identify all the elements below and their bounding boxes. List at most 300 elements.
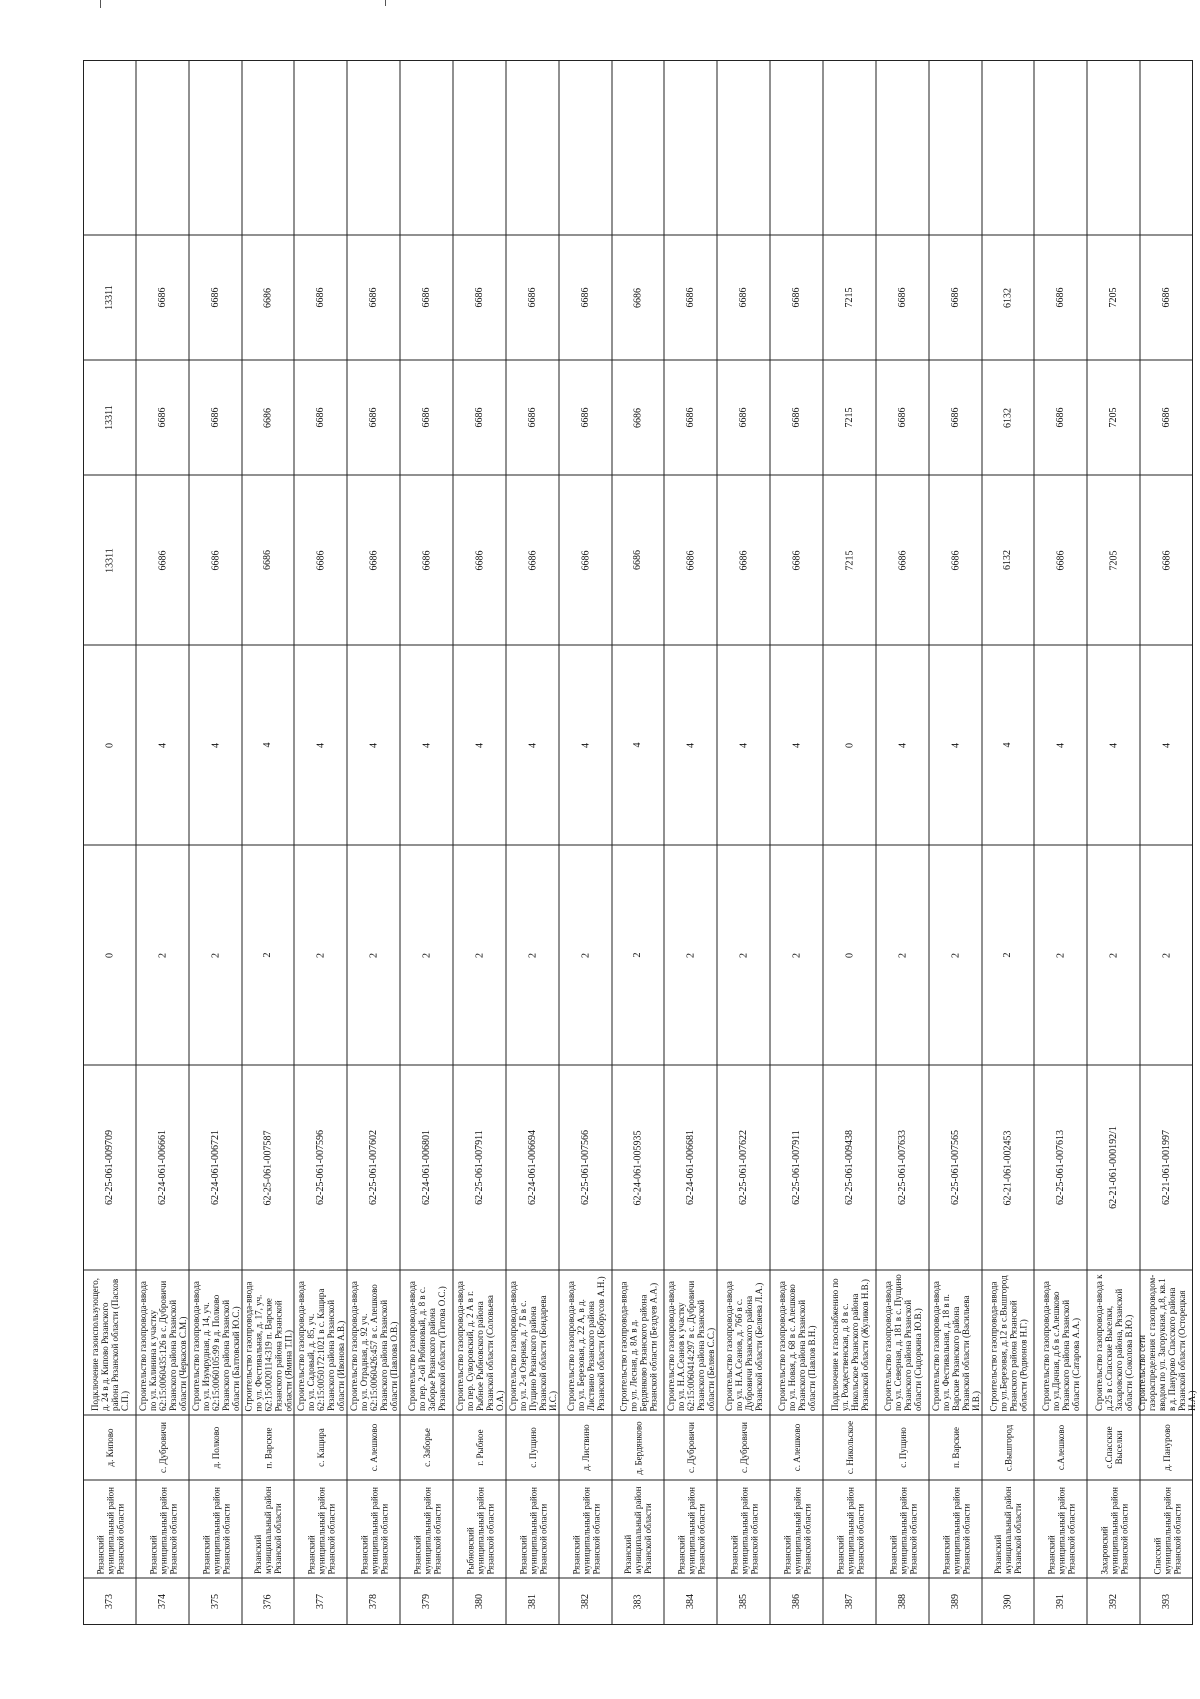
cell-municipality: Рязанский муниципальный район Рязанской области: [147, 1486, 178, 1574]
cell-object: Подключение газоиспользующего, д. 24 в д. Кипово Рязанского района Рязанской области (Пасхов С.П.): [89, 1278, 130, 1411]
cell-no: 389: [949, 1594, 961, 1609]
cell-c9: 6686: [737, 287, 749, 308]
cell-c6: 4: [949, 742, 961, 748]
cell-c8: 6686: [579, 407, 591, 428]
cell-c5: 2: [579, 952, 591, 958]
cell-object: Строительство газопровода-ввода по ул. Северная, д. 181 в с. Пущино Рязанского района Рязанской области (Сидоркина Ю.В.): [882, 1274, 923, 1411]
table-cell: [347, 60, 400, 235]
table-cell: [612, 1578, 664, 1625]
cell-settlement: п. Варские: [263, 1427, 273, 1468]
cell-c9: 6686: [790, 287, 802, 308]
table-cell: [823, 360, 876, 475]
table-cell: [770, 1578, 823, 1625]
table-cell: [770, 360, 823, 475]
cell-c5: 2: [737, 952, 749, 958]
table-cell: [347, 845, 400, 1065]
table-cell: [823, 235, 876, 360]
cell-c6: 4: [579, 742, 591, 748]
cell-c7: 6686: [262, 550, 273, 570]
cell-object: Строительство газопровода-ввода к д.25 в с.Спасские Выселки, Захаровского района, Рязанской области (Соколова В.Ю.): [1093, 1274, 1134, 1411]
table-cell: [136, 1480, 189, 1578]
table-cell: [400, 845, 453, 1065]
table-cell: [770, 60, 823, 235]
table-cell: [189, 1480, 242, 1578]
table-cell: [1087, 845, 1140, 1065]
cell-object: Строительство газопровода-ввода по ул. Калинина к участку 62:15:0060435:126 в с. Дубровичи Рязанского района Рязанской области (Черкасов С.М.): [137, 1280, 188, 1411]
cell-c8: 6686: [684, 407, 696, 428]
cell-object: Строительство сети газораспределения с газопроводом-вводом по ул. Загорукная, д.8, кв.1 в д. Панурово Спасского района Рязанской области (Осторецкая Н.А.): [1136, 1274, 1197, 1411]
cell-c9: 6686: [632, 287, 643, 308]
table-cell: [83, 845, 136, 1065]
cell-c7: 6686: [1054, 550, 1066, 570]
table-cell: [136, 1578, 189, 1625]
cell-municipality: Рыбновский муниципальный район Рязанской области: [464, 1486, 495, 1574]
table-cell: [982, 475, 1034, 645]
cell-code: 62-24-061-006694: [526, 1130, 538, 1205]
table-cell: [1034, 845, 1087, 1065]
table-cell: [136, 360, 189, 475]
cell-object: Строительство газопровода-ввода по ул.Березовая, д.12 в с.Вышгород Рязанского района Рязанской области (Родионов Н.Г.): [988, 1274, 1028, 1411]
cell-code: 62-25-061-007565: [949, 1130, 961, 1205]
cell-municipality: Рязанский муниципальный район Рязанской области: [570, 1486, 601, 1574]
cell-no: 373: [103, 1594, 115, 1609]
cell-code: 62-21-061-001997: [1160, 1130, 1172, 1205]
cell-no: 388: [896, 1594, 908, 1609]
cell-no: 385: [737, 1594, 749, 1609]
cell-c5: 2: [949, 952, 961, 958]
cell-settlement: с. Дубровичи: [738, 1422, 749, 1474]
table-cell: [770, 845, 823, 1065]
cell-c7: 13311: [103, 547, 115, 573]
table-cell: [664, 360, 717, 475]
table-cell: [242, 60, 294, 235]
table-cell: [823, 1065, 876, 1270]
table-cell: [189, 1065, 242, 1270]
cell-object: Строительство газопровода-ввода по ул. Лесная, д. 8А в д. Бердянково Рязанского района Рязанской области (Бездуев А.А.): [618, 1281, 658, 1411]
cell-c7: 7215: [843, 550, 855, 570]
cell-c5: 2: [790, 952, 802, 958]
table-cell: [823, 475, 876, 645]
cell-code: 62-25-061-009438: [843, 1130, 855, 1205]
table-cell: [559, 1065, 612, 1270]
table-cell: [189, 1415, 242, 1480]
table-cell: [770, 1065, 823, 1270]
cell-settlement: с. Кащира: [315, 1428, 326, 1467]
cell-c5: 2: [367, 952, 379, 958]
cell-c5: 2: [1160, 952, 1172, 958]
table-cell: [559, 845, 612, 1065]
table-cell: [717, 60, 770, 235]
cell-c5: 2: [1002, 952, 1013, 958]
cell-no: 384: [684, 1594, 696, 1609]
cell-c5: 2: [1054, 952, 1066, 958]
table-cell: [400, 1415, 453, 1480]
table-cell: [189, 475, 242, 645]
cell-c5: 2: [1107, 952, 1119, 958]
table-cell: [559, 645, 612, 845]
cell-c7: 7205: [1107, 550, 1119, 570]
cell-municipality: Рязанский муниципальный район Рязанской области: [358, 1486, 389, 1574]
table-cell: [559, 1480, 612, 1578]
cell-no: 377: [314, 1594, 326, 1609]
table-cell: [876, 845, 929, 1065]
table-cell: [664, 1578, 717, 1625]
table-cell: [982, 1270, 1034, 1415]
cell-c9: 6686: [1054, 287, 1066, 308]
cell-settlement: с. Алешково: [368, 1423, 379, 1472]
cell-c7: 6686: [156, 550, 168, 570]
cell-c8: 6686: [420, 407, 432, 428]
table-cell: [612, 1480, 664, 1578]
cell-object: Строительство газопровода-ввода по ул. Садовый, д. 85, уч. 62:15:0050172:1021 в с. Кащира Рязанского района Рязанской области (Ивонова А.В.): [295, 1281, 346, 1411]
cell-no: 383: [632, 1594, 643, 1609]
cell-c5: 2: [314, 952, 326, 958]
cell-c8: 6686: [949, 407, 961, 428]
table-cell: [929, 1065, 982, 1270]
table-cell: [823, 1480, 876, 1578]
table-cell: [1034, 1065, 1087, 1270]
table-cell: [294, 60, 347, 235]
cell-object: Строительство газопровода-ввода по ул. Березовая, д. 22 А, в д. Листвино Рязанского района Рязанской области (Бобрусов А.Н.): [565, 1276, 606, 1411]
table-cell: [347, 235, 400, 360]
cell-code: 62-25-061-007911: [790, 1130, 802, 1205]
table-cell: [559, 1578, 612, 1625]
table-cell: [664, 60, 717, 235]
table-cell: [242, 1065, 294, 1270]
cell-c7: 6686: [949, 550, 961, 570]
table-cell: [823, 845, 876, 1065]
table-cell: [453, 475, 506, 645]
cell-no: 376: [262, 1594, 273, 1609]
cell-c5: 2: [420, 952, 432, 958]
table-cell: [453, 1415, 506, 1480]
cell-no: 381: [526, 1594, 538, 1609]
table-cell: [347, 645, 400, 845]
cell-settlement: д. Полково: [210, 1426, 221, 1469]
cell-settlement: д. Кипово: [104, 1428, 115, 1467]
data-table: [83, 60, 1197, 1625]
table-cell: [242, 360, 294, 475]
table-cell: [506, 1415, 559, 1480]
cell-c9: 6686: [526, 287, 538, 308]
table-cell: [242, 1480, 294, 1578]
cell-municipality: Рязанский муниципальный район Рязанской области: [517, 1486, 548, 1574]
table-cell: [242, 1415, 294, 1480]
cell-c8: 6686: [262, 407, 273, 428]
cell-code: 62-25-061-009709: [103, 1130, 115, 1205]
cell-c5: 0: [103, 952, 115, 958]
table-cell: [1087, 1270, 1140, 1415]
cell-object: Строительство газопровода-ввода по пер. Суворовский, д. 2 А в г. Рыбное Рыбновского района Рязанской области (Соловьева О.А.): [454, 1281, 505, 1411]
table-cell: [294, 1480, 347, 1578]
cell-code: 62-24-061-005935: [632, 1130, 643, 1205]
cell-c6: 4: [420, 742, 432, 748]
table-cell: [929, 1270, 982, 1415]
table-cell: [1140, 60, 1193, 235]
cell-c7: 6686: [420, 550, 432, 570]
table-cell: [982, 1480, 1034, 1578]
cell-object: Строительство газопровода-ввода по ул. Н.А.Сеанов к участку 62:15:0060414:297 в с. Дубровичи Рязанского района Рязанской области (Беляев С.С.): [665, 1280, 716, 1411]
table-cell: [506, 1578, 559, 1625]
table-cell: [982, 1415, 1034, 1480]
table-cell: [506, 235, 559, 360]
table-cell: [982, 235, 1034, 360]
table-cell: [612, 1065, 664, 1270]
table-cell: [400, 475, 453, 645]
table-cell: [1087, 1065, 1140, 1270]
table-cell: [83, 235, 136, 360]
table-cell: [189, 235, 242, 360]
table-cell: [1140, 1578, 1193, 1625]
cell-c8: 6686: [314, 407, 326, 428]
cell-c5: 2: [896, 952, 908, 958]
cell-c7: 6132: [1002, 550, 1013, 570]
cell-c6: 4: [790, 742, 802, 748]
cell-c5: 2: [684, 952, 696, 958]
table-cell: [1140, 1065, 1193, 1270]
cell-municipality: Рязанский муниципальный район Рязанской области: [834, 1486, 865, 1574]
table-cell: [823, 60, 876, 235]
cell-code: 62-25-061-007613: [1054, 1130, 1066, 1205]
table-cell: [1034, 645, 1087, 845]
cell-municipality: Рязанский муниципальный район Рязанской области: [94, 1486, 125, 1574]
table-cell: [717, 360, 770, 475]
cell-c8: 6686: [896, 407, 908, 428]
cell-c7: 6686: [632, 550, 643, 570]
table-cell: [506, 845, 559, 1065]
table-cell: [189, 1578, 242, 1625]
cell-c5: 2: [632, 952, 643, 958]
cell-c7: 6686: [314, 550, 326, 570]
table-cell: [1087, 475, 1140, 645]
cell-settlement: д. Панурово: [1161, 1424, 1172, 1471]
table-cell: [876, 360, 929, 475]
table-cell: [876, 1065, 929, 1270]
cell-no: 374: [156, 1594, 168, 1609]
cell-code: 62-25-061-007566: [579, 1130, 591, 1205]
cell-c9: 6686: [314, 287, 326, 308]
table-cell: [294, 1578, 347, 1625]
cell-code: 62-25-061-007602: [367, 1130, 379, 1205]
cell-settlement: д. Листвино: [580, 1424, 591, 1471]
table-cell: [1140, 1415, 1193, 1480]
table-cell: [717, 1065, 770, 1270]
table-cell: [400, 1578, 453, 1625]
cell-object: Строительство газопровода-ввода по ул. Н.А.Сеанов, д. 76б в с. Дубровичи Рязанского района Рязанской области (Беляева Л.А.): [723, 1281, 764, 1411]
cell-settlement: с. Никольское: [844, 1420, 855, 1475]
table-cell: [136, 60, 189, 235]
table-cell: [1034, 1415, 1087, 1480]
table-cell: [982, 1065, 1034, 1270]
table-cell: [136, 645, 189, 845]
table-cell: [83, 1578, 136, 1625]
table-cell: [664, 1270, 717, 1415]
table-cell: [876, 60, 929, 235]
scan-mark: [100, 0, 101, 8]
cell-c9: 6686: [684, 287, 696, 308]
cell-c7: 6686: [896, 550, 908, 570]
table-cell: [559, 360, 612, 475]
table-cell: [1136, 1270, 1197, 1415]
cell-code: 62-24-061-006801: [420, 1130, 432, 1205]
table-cell: [929, 1480, 982, 1578]
cell-settlement: с. Алешково: [791, 1423, 802, 1472]
cell-code: 62-21-061-002453: [1002, 1130, 1013, 1205]
table-cell: [1034, 360, 1087, 475]
cell-c8: 6686: [1160, 407, 1172, 428]
table-cell: [823, 645, 876, 845]
table-cell: [189, 360, 242, 475]
cell-settlement: с.Вышгород: [1003, 1424, 1013, 1471]
cell-c5: 2: [156, 952, 168, 958]
cell-settlement: д. Бердянково: [633, 1420, 643, 1475]
cell-c6: 4: [1054, 742, 1066, 748]
cell-c6: 4: [473, 742, 485, 748]
table-cell: [1087, 1480, 1140, 1578]
table-cell: [1087, 60, 1140, 235]
cell-no: 382: [579, 1594, 591, 1609]
table-cell: [242, 1270, 294, 1415]
table-cell: [717, 1270, 770, 1415]
table-cell: [664, 1415, 717, 1480]
table-cell: [189, 1270, 242, 1415]
table-cell: [770, 1480, 823, 1578]
table-cell: [347, 1065, 400, 1270]
cell-c8: 13311: [103, 405, 115, 430]
cell-code: 62-24-061-006721: [209, 1130, 221, 1205]
cell-no: 387: [843, 1594, 855, 1609]
table-cell: [506, 1270, 559, 1415]
table-cell: [929, 360, 982, 475]
table-cell: [612, 645, 664, 845]
table-cell: [242, 475, 294, 645]
table-cell: [1140, 235, 1193, 360]
cell-municipality: Рязанский муниципальный район Рязанской области: [993, 1486, 1023, 1574]
cell-c7: 6686: [209, 550, 221, 570]
table-cell: [929, 1415, 982, 1480]
cell-no: 386: [790, 1594, 802, 1609]
table-cell: [506, 360, 559, 475]
cell-settlement: с. Заборье: [421, 1428, 432, 1467]
table-cell: [876, 235, 929, 360]
table-cell: [347, 475, 400, 645]
table-cell: [506, 645, 559, 845]
cell-municipality: Рязанский муниципальный район Рязанской области: [1045, 1486, 1076, 1574]
cell-c9: 6686: [367, 287, 379, 308]
cell-c8: 7205: [1107, 407, 1119, 428]
cell-municipality: Рязанский муниципальный район Рязанской области: [675, 1486, 706, 1574]
cell-settlement: с. Дубровичи: [157, 1422, 168, 1474]
table-cell: [717, 1480, 770, 1578]
cell-c5: 2: [262, 952, 273, 958]
table-cell: [506, 475, 559, 645]
table-cell: [770, 1415, 823, 1480]
table-cell: [294, 845, 347, 1065]
table-cell: [559, 235, 612, 360]
cell-no: 380: [473, 1594, 485, 1609]
table-cell: [929, 645, 982, 845]
cell-c6: 4: [632, 742, 643, 748]
cell-code: 62-25-061-007596: [314, 1130, 326, 1205]
table-cell: [1140, 360, 1193, 475]
table-cell: [400, 645, 453, 845]
cell-c5: 2: [473, 952, 485, 958]
cell-c5: 2: [209, 952, 221, 958]
cell-municipality: Рязанский муниципальный район Рязанской области: [940, 1486, 971, 1574]
cell-c9: 6686: [1160, 287, 1172, 308]
cell-no: 392: [1107, 1594, 1119, 1609]
cell-c7: 6686: [1160, 550, 1172, 570]
table-cell: [83, 645, 136, 845]
table-cell: [136, 1270, 189, 1415]
table-cell: [400, 235, 453, 360]
cell-object: Строительство газопровода-ввода по ул. Новая, д. 68 в с. Алешково Рязанского района Рязанской области (Павлов В.Н.): [776, 1281, 817, 1411]
table-cell: [347, 1415, 400, 1480]
table-cell: [242, 235, 294, 360]
cell-municipality: Захаровский муниципальный район Рязанской области: [1098, 1486, 1129, 1574]
table-cell: [982, 1578, 1034, 1625]
cell-c9: 6686: [949, 287, 961, 308]
table-cell: [982, 360, 1034, 475]
table-cell: [664, 475, 717, 645]
cell-no: 379: [420, 1594, 432, 1609]
table-cell: [1087, 645, 1140, 845]
table-cell: [1034, 1480, 1087, 1578]
table-cell: [559, 475, 612, 645]
cell-c7: 6686: [367, 550, 379, 570]
table-cell: [876, 1415, 929, 1480]
cell-object: Строительство газопровода-ввода по ул. Изумрудная, д. 14, уч. 62:15:0060105:99 в д. Полково Рязанского района Рязанской области (Балтовский Ю.С.): [190, 1281, 241, 1411]
cell-c8: 6686: [790, 407, 802, 428]
table-cell: [400, 1480, 453, 1578]
cell-c6: 4: [1160, 742, 1172, 748]
cell-c6: 4: [684, 742, 696, 748]
cell-object: Строительство газопровода-ввода по ул. Фестивальная, д. 17, уч. 62:15:0020114:319 п. Варские Рязанского района Рязанской области (Ямина Т.П.): [243, 1281, 293, 1411]
cell-c9: 6686: [579, 287, 591, 308]
cell-c6: 4: [896, 742, 908, 748]
table-cell: [612, 475, 664, 645]
table-cell: [294, 1415, 347, 1480]
table-cell: [242, 645, 294, 845]
table-cell: [1140, 645, 1193, 845]
table-cell: [453, 1480, 506, 1578]
table-cell: [242, 1578, 294, 1625]
cell-c8: 6686: [209, 407, 221, 428]
table-cell: [136, 475, 189, 645]
table-cell: [717, 235, 770, 360]
table-cell: [506, 60, 559, 235]
table-cell: [717, 1578, 770, 1625]
table-cell: [294, 645, 347, 845]
table-cell: [612, 235, 664, 360]
table-cell: [1087, 360, 1140, 475]
cell-municipality: Рязанский муниципальный район Рязанской области: [781, 1486, 812, 1574]
table-cell: [136, 235, 189, 360]
table-cell: [400, 360, 453, 475]
cell-settlement: с. Дубровичи: [685, 1422, 696, 1474]
table-cell: [770, 645, 823, 845]
cell-c9: 6686: [262, 287, 273, 308]
table-cell: [136, 1065, 189, 1270]
table-cell: [1034, 60, 1087, 235]
cell-code: 62-25-061-007622: [737, 1130, 749, 1205]
cell-c8: 6686: [1054, 407, 1066, 428]
cell-c7: 6686: [737, 550, 749, 570]
table-cell: [83, 1065, 136, 1270]
cell-c6: 4: [262, 742, 273, 748]
table-cell: [83, 1480, 136, 1578]
table-cell: [770, 1270, 823, 1415]
